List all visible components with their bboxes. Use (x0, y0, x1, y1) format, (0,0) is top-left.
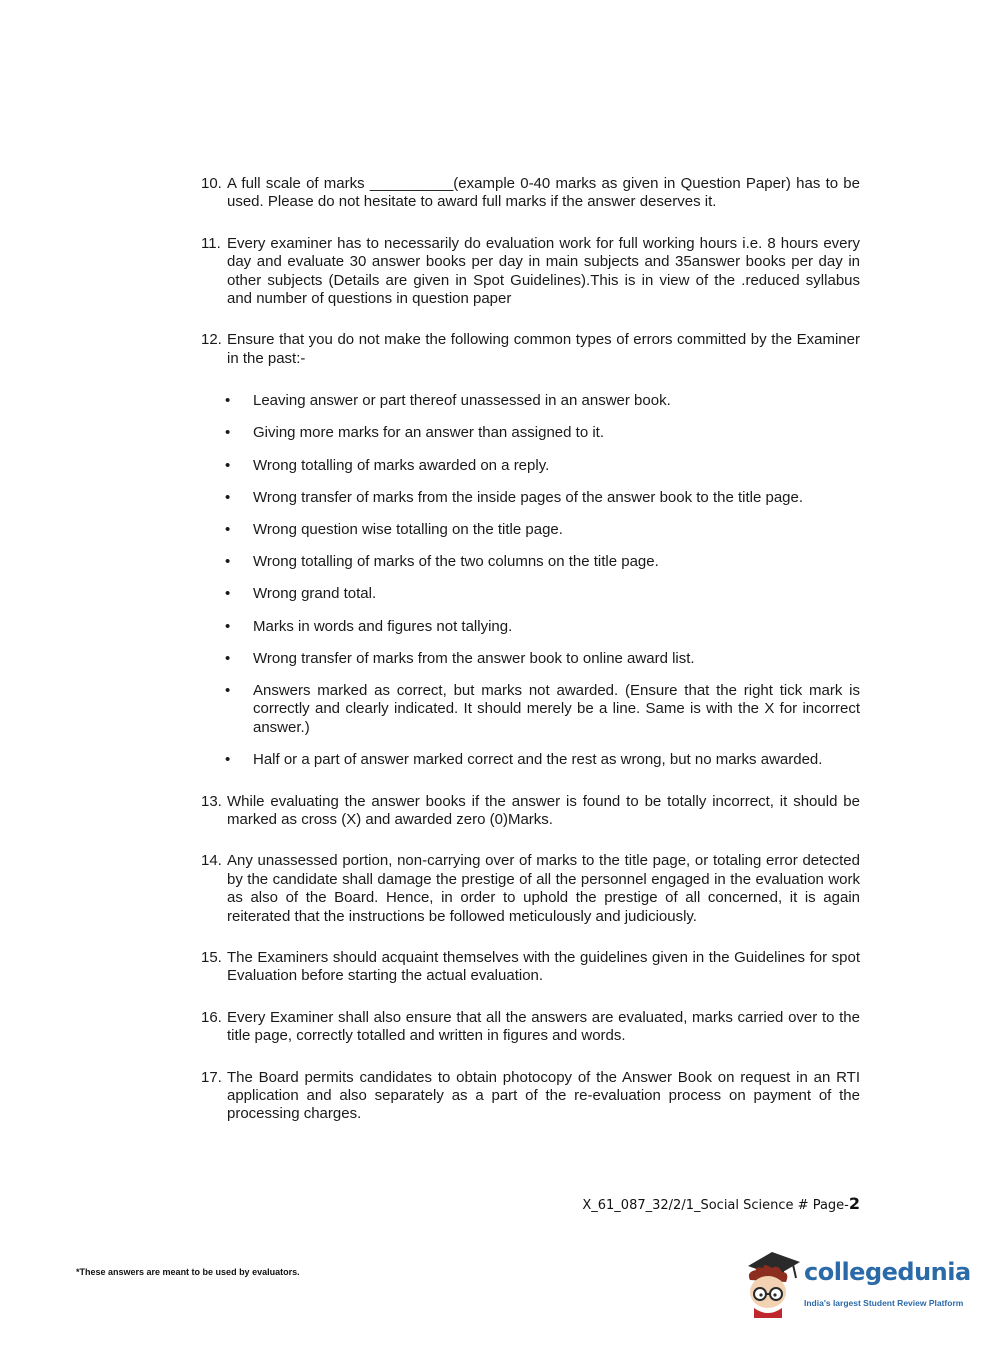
item-number: 15. (201, 948, 222, 966)
bullet-icon: • (225, 456, 231, 474)
logo-tagline: India's largest Student Review Platform (804, 1298, 964, 1308)
instruction-item-14 (201, 852, 860, 926)
mascot-icon (742, 1246, 804, 1318)
instruction-item-13 (201, 793, 860, 830)
bullet-icon: • (225, 682, 231, 700)
item-number: 12. (201, 331, 222, 349)
instruction-item-10 (201, 175, 860, 212)
item-text: The Board permits candidates to obtain photocopy of the Answer Book on request in an RTI application and also separately as a part of the re-evaluation process on payment of the processing charges. (227, 1068, 860, 1123)
instruction-item-16 (201, 1009, 860, 1046)
bullet-icon: • (225, 751, 231, 769)
page-number: 2 (848, 1194, 860, 1213)
list-item: • Wrong totalling of marks awarded on a reply. (225, 456, 550, 474)
bullet-icon: • (225, 585, 231, 603)
collegedunia-logo (742, 1246, 972, 1318)
item-number: 10. (201, 175, 222, 192)
item-text: Every Examiner shall also ensure that all the answers are evaluated, marks carried over to the title page, correctly totalled and written in figures and words. (227, 1008, 860, 1045)
list-item: • Answers marked as correct, but marks not awarded. (Ensure that the right tick mark is correctly and clearly indicated. It should merely be a line. Same is with the X for incorrect answer.) (225, 682, 860, 736)
list-item: • Wrong question wise totalling on the title page. (225, 521, 563, 539)
instruction-item-17 (201, 1069, 860, 1124)
list-item: • Wrong grand total. (225, 585, 377, 603)
item-text: Any unassessed portion, non-carrying over of marks to the title page, or totaling error detected by the candidate shall damage the prestige of all the personnel engaged in the evaluation work as also of the Board. Hence, in order to uphold the prestige of all concerned, it is again reiterated that the instructions be followed meticulously and judiciously. (227, 852, 860, 925)
list-item: • Leaving answer or part thereof unassessed in an answer book. (225, 392, 671, 410)
bullet-icon: • (225, 617, 231, 635)
bullet-icon: • (225, 488, 231, 506)
instruction-item-11 (201, 235, 860, 309)
bullet-icon: • (225, 553, 231, 571)
item-number: 13. (201, 792, 222, 810)
instruction-item-12 (201, 331, 860, 368)
list-item: • Wrong transfer of marks from the answer book to online award list. (225, 649, 695, 667)
item-number: 16. (201, 1008, 222, 1026)
bullet-icon: • (225, 649, 231, 667)
item-text: While evaluating the answer books if the answer is found to be totally incorrect, it should be marked as cross (X) and awarded zero (0)Marks. (227, 792, 860, 828)
page-reference (582, 1194, 860, 1213)
bullet-icon: • (225, 521, 231, 539)
list-item: • Wrong totalling of marks of the two columns on the title page. (225, 553, 659, 571)
error-types-list (201, 392, 860, 769)
logo-name: collegedunia (804, 1258, 971, 1286)
item-text: The Examiners should acquaint themselves with the guidelines given in the Guidelines for spot Evaluation before starting the actual evaluation. (227, 948, 860, 985)
item-number: 17. (201, 1068, 222, 1086)
list-item: • Half or a part of answer marked correct and the rest as wrong, but no marks awarded. (225, 751, 823, 769)
item-text: A full scale of marks __________(example 0-40 marks as given in Question Paper) has to be used. Please do not hesitate to award full marks if the answer deserves it. (227, 175, 860, 211)
list-item: • Marks in words and figures not tallying. (225, 617, 513, 635)
page-reference-text: X_61_087_32/2/1_Social Science # Page- (582, 1198, 849, 1213)
item-text: Ensure that you do not make the following common types of errors committed by the Examiner in the past:- (227, 331, 860, 367)
instruction-item-15 (201, 949, 860, 986)
item-number: 11. (201, 234, 221, 252)
evaluator-disclaimer: *These answers are meant to be used by evaluators. (76, 1267, 300, 1277)
list-item: • Wrong transfer of marks from the inside pages of the answer book to the title page. (225, 488, 804, 506)
bullet-icon: • (225, 392, 231, 410)
item-text: Every examiner has to necessarily do evaluation work for full working hours i.e. 8 hours every day and evaluate 30 answer books per day in main subjects and 35answer books per day in other subjects (Details are given in Spot Guidelines).This is in view of the .reduced syllabus and number of questions in question paper (227, 234, 860, 308)
instructions-list (201, 175, 860, 1124)
list-item: • Giving more marks for an answer than assigned to it. (225, 424, 604, 442)
bullet-icon: • (225, 424, 231, 442)
item-number: 14. (201, 852, 222, 870)
